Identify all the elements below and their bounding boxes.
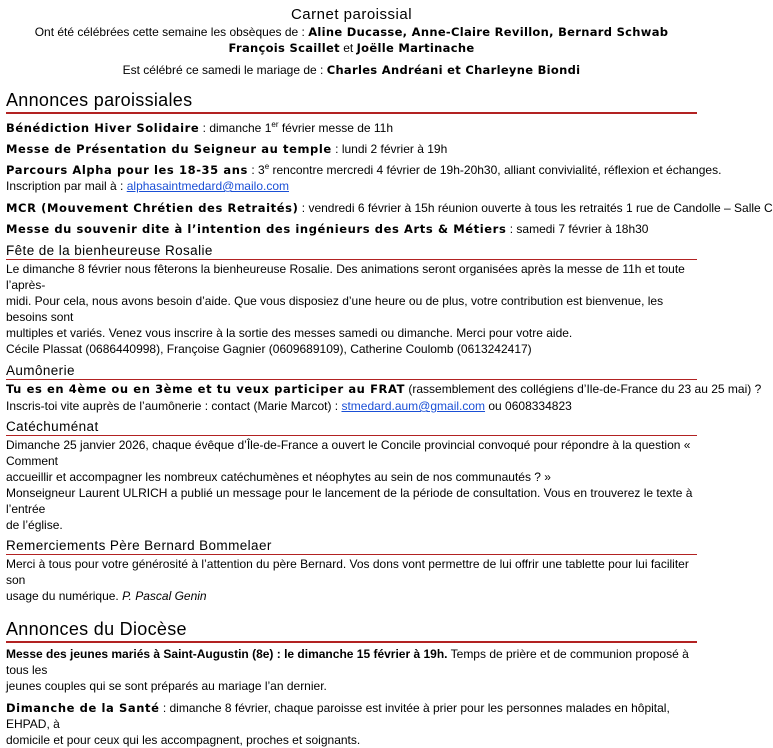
maries-text-2: jeunes couples qui se sont préparés au mariage l’an dernier. <box>6 679 327 693</box>
rosalie-heading: Fête de la bienheureuse Rosalie <box>6 242 697 260</box>
annonces-heading: Annonces paroissiales <box>6 89 697 114</box>
mcr-text: : vendredi 6 février à 15h réunion ouverte à tous les retraités 1 rue de Candolle – Salle C <box>301 201 773 215</box>
obseques-names-2b: Joëlle Martinache <box>356 41 475 55</box>
alpha-item <box>6 162 722 178</box>
mariage-prefix: Est célébré ce samedi le mariage de : <box>122 63 324 77</box>
maries-label: Messe des jeunes mariés à Saint-Augustin (8e) : le dimanche 15 février à 19h. <box>6 647 448 661</box>
sante-label: Dimanche de la Santé <box>6 701 160 715</box>
remerciements-line-1: Merci à tous pour votre générosité à l’attention du père Bernard. Vos dons vont permettre de lui offrir une tablette pour lui faciliter son <box>6 557 689 587</box>
alpha-inscription-line <box>6 178 697 194</box>
obseques-names-1: Aline Ducasse, Anne-Claire Revillon, Bernard Schwab <box>308 25 669 39</box>
rosalie-line-1: Le dimanche 8 février nous fêterons la bienheureuse Rosalie. Des animations seront organisées après la messe de 11h et toute l’après- <box>6 262 685 292</box>
aumonerie-inscris: Inscris-toi vite auprès de l’aumônerie : contact (Marie Marcot) : <box>6 399 339 413</box>
obseques-line-1 <box>6 24 697 40</box>
obseques-prefix: Ont été célébrées cette semaine les obsèques de : <box>34 25 305 39</box>
bulletin-page <box>6 0 773 748</box>
catechumenat-line-2: accueillir et accompagner les nombreux catéchumènes et néophytes au sein de nos communautés ? » <box>6 470 551 484</box>
diocese-heading: Annonces du Diocèse <box>6 618 697 643</box>
aumonerie-heading: Aumônerie <box>6 362 697 380</box>
catechumenat-text <box>6 437 697 533</box>
alpha-sup: e <box>264 162 270 171</box>
alpha-inscription: Inscription par mail à : <box>6 179 124 193</box>
benediction-sup: er <box>271 120 279 129</box>
obseques-names-2a: François Scaillet <box>228 41 340 55</box>
mariage-line <box>6 62 697 78</box>
alpha-text: rencontre mercredi 4 février de 19h-20h30, alliant convivialité, réflexion et échanges. <box>272 163 722 177</box>
souvenir-item <box>6 221 697 237</box>
catechumenat-line-4: de l’église. <box>6 518 63 532</box>
diocese-sante-line-1 <box>6 700 697 732</box>
benediction-text-a: dimanche 1 <box>209 121 272 135</box>
mcr-item <box>6 200 773 216</box>
benediction-colon: : <box>202 121 206 135</box>
benediction-item <box>6 120 697 136</box>
diocese-sante <box>6 700 697 748</box>
aumonerie-email-link[interactable]: stmedard.aum@gmail.com <box>341 399 486 413</box>
maries-text-1: Temps de prière et de communion proposé à tous les <box>6 647 689 677</box>
catechumenat-line-1: Dimanche 25 janvier 2026, chaque évêque d’Île-de-France a ouvert le Concile provincial convoqué pour répondre à la question « Comment <box>6 438 691 468</box>
sante-text-1: : dimanche 8 février, chaque paroisse est invitée à prier pour les personnes malades en hôpital, EHPAD, à <box>6 701 670 731</box>
rosalie-line-2: midi. Pour cela, nous avons besoin d’aide. Que vous disposiez d’une heure ou de plus, votre contribution est bienvenue, les besoins sont <box>6 294 664 324</box>
catechumenat-line-3: Monseigneur Laurent ULRICH a publié un message pour le lancement de la période de consultation. Vous en trouverez le texte à l’entrée <box>6 486 693 516</box>
souvenir-text: : samedi 7 février à 18h30 <box>509 222 649 236</box>
benediction-text-b: février messe de 11h <box>281 121 394 135</box>
remerciements-line-2-wrap <box>6 588 697 604</box>
remerciements-heading: Remerciements Père Bernard Bommelaer <box>6 537 697 555</box>
remerciements-signature: P. Pascal Genin <box>122 589 207 603</box>
alpha-email-link[interactable]: alphasaintmedard@mailo.com <box>126 179 289 193</box>
alpha-label: Parcours Alpha pour les 18-35 ans <box>6 163 248 177</box>
aumonerie-contact-line <box>6 398 697 414</box>
rosalie-line-3: multiples et variés. Venez vous inscrire à la sortie des messes samedi ou dimanche. Merci pour votre aide. <box>6 326 573 340</box>
carnet-title: Carnet paroissial <box>290 6 413 23</box>
presentation-item <box>6 141 697 157</box>
souvenir-label: Messe du souvenir dite à l’intention des ingénieurs des Arts & Métiers <box>6 222 507 236</box>
catechumenat-heading: Catéchuménat <box>6 418 697 436</box>
diocese-maries <box>6 646 697 694</box>
benediction-label: Bénédiction Hiver Solidaire <box>6 121 200 135</box>
presentation-label: Messe de Présentation du Seigneur au temple <box>6 142 332 156</box>
rosalie-text <box>6 261 697 357</box>
rosalie-contacts: Cécile Plassat (0686440998), Françoise Gagnier (0609689109), Catherine Coulomb (0613242417) <box>6 342 532 356</box>
mcr-label: MCR (Mouvement Chrétien des Retraités) <box>6 201 299 215</box>
aumonerie-lead-text: (rassemblement des collégiens d’Ile-de-France du 23 au 25 mai) ? <box>408 382 762 396</box>
obseques-line-2 <box>6 40 697 56</box>
aumonerie-lead-line <box>6 381 762 397</box>
mariage-names: Charles Andréani et Charleyne Biondi <box>326 63 581 77</box>
remerciements-line-2: usage du numérique. <box>6 589 119 603</box>
presentation-text: : lundi 2 février à 19h <box>335 142 448 156</box>
obseques-and: et <box>343 41 354 55</box>
alpha-num: 3 <box>258 163 265 177</box>
diocese-maries-line-1 <box>6 646 697 678</box>
aumonerie-lead: Tu es en 4ème ou en 3ème et tu veux participer au FRAT <box>6 382 406 396</box>
remerciements-text <box>6 556 697 604</box>
alpha-colon: : <box>251 163 255 177</box>
sante-text-2: domicile et pour ceux qui les accompagnent, proches et soignants. <box>6 733 361 747</box>
aumonerie-phone: ou 0608334823 <box>488 399 572 413</box>
